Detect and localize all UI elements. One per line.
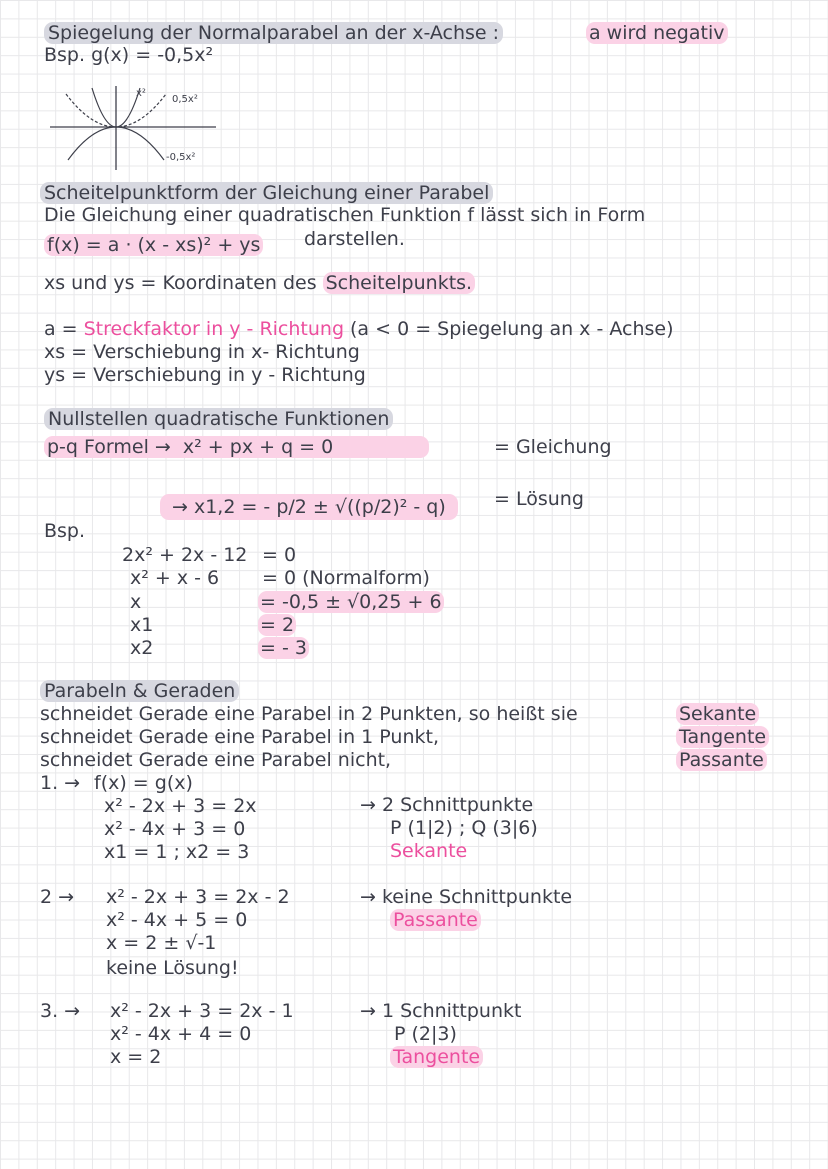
- case1-label: 1. →: [40, 772, 81, 794]
- equation-label: = Gleichung: [494, 436, 612, 458]
- case2-line3: x = 2 ± √-1: [106, 932, 217, 954]
- lines-heading: Parabeln & Geraden: [40, 680, 239, 702]
- case1-line2: x² - 2x + 3 = 2x: [104, 795, 257, 817]
- rule-2: schneidet Gerade eine Parabel in 1 Punkt,: [40, 726, 439, 748]
- solution-label: = Lösung: [494, 488, 584, 510]
- case1-line4: x1 = 1 ; x2 = 3: [104, 841, 250, 863]
- case3-label: 3. →: [40, 1000, 81, 1022]
- rule-3-term: Passante: [676, 749, 767, 771]
- step-1-right: = 0: [262, 544, 297, 566]
- label-neg: -0,5x²: [166, 152, 196, 163]
- rule-3: schneidet Gerade eine Parabel nicht,: [40, 749, 392, 771]
- def-xs: xs = Verschiebung in x- Richtung: [44, 341, 360, 363]
- case1-line3: x² - 4x + 3 = 0: [104, 818, 246, 840]
- vertex-heading: Scheitelpunktform der Gleichung einer Parabel: [40, 182, 493, 204]
- parabola-sketch: [44, 84, 224, 174]
- pq-solution: → x1,2 = - p/2 ± √((p/2)² - q): [160, 496, 458, 518]
- label-x2: x²: [136, 88, 146, 99]
- reflection-example: Bsp. g(x) = -0,5x²: [44, 44, 214, 66]
- step-3-left: x: [130, 591, 142, 613]
- step-2-left: x² + x - 6: [130, 567, 220, 589]
- vertex-formula: f(x) = a · (x - xs)² + ys: [44, 234, 263, 256]
- pq-formula-row: p-q Formel → x² + px + q = 0: [44, 436, 429, 458]
- case3-line1: x² - 2x + 3 = 2x - 1: [110, 1000, 294, 1022]
- rule-1-term: Sekante: [676, 703, 759, 725]
- step-3-right: = -0,5 ± √0,25 + 6: [260, 591, 442, 613]
- case3-points: P (2|3): [394, 1023, 457, 1045]
- case1-term: Sekante: [390, 840, 468, 862]
- example-label: Bsp.: [44, 520, 86, 542]
- vertex-line3: xs und ys = Koordinaten des Scheitelpunkts.: [44, 272, 475, 294]
- case2-line4: keine Lösung!: [106, 957, 239, 979]
- case2-line2: x² - 4x + 5 = 0: [106, 909, 248, 931]
- case3-result: → 1 Schnittpunkt: [360, 1000, 522, 1022]
- step-5-right: = - 3: [260, 637, 307, 659]
- rule-1: schneidet Gerade eine Parabel in 2 Punkten, so heißt sie: [40, 703, 578, 725]
- case3-line3: x = 2: [110, 1046, 162, 1068]
- reflection-note: a wird negativ: [586, 22, 728, 44]
- case1-line1: f(x) = g(x): [94, 772, 193, 794]
- zeros-heading: Nullstellen quadratische Funktionen: [44, 408, 393, 430]
- reflection-heading: Spiegelung der Normalparabel an der x-Achse :: [44, 22, 503, 44]
- step-1-left: 2x² + 2x - 12: [122, 544, 248, 566]
- step-4-right: = 2: [260, 614, 295, 636]
- case1-points: P (1|2) ; Q (3|6): [390, 817, 538, 839]
- case3-term: Tangente: [390, 1046, 483, 1068]
- vertex-formula-suffix: darstellen.: [304, 228, 405, 250]
- label-pos: 0,5x²: [172, 94, 198, 105]
- rule-2-term: Tangente: [676, 726, 769, 748]
- step-2-right: = 0 (Normalform): [262, 567, 430, 589]
- vertex-line1: Die Gleichung einer quadratischen Funktion f lässt sich in Form: [44, 204, 646, 226]
- case2-result: → keine Schnittpunkte: [360, 886, 573, 908]
- def-a: a = Streckfaktor in y - Richtung (a < 0 = Spiegelung an x - Achse): [44, 318, 674, 340]
- case2-label: 2 →: [40, 886, 75, 908]
- case2-line1: x² - 2x + 3 = 2x - 2: [106, 886, 290, 908]
- case1-result: → 2 Schnittpunkte: [360, 794, 534, 816]
- def-ys: ys = Verschiebung in y - Richtung: [44, 364, 366, 386]
- case3-line2: x² - 4x + 4 = 0: [110, 1023, 252, 1045]
- step-4-left: x1: [130, 614, 154, 636]
- step-5-left: x2: [130, 637, 154, 659]
- case2-term: Passante: [390, 909, 481, 931]
